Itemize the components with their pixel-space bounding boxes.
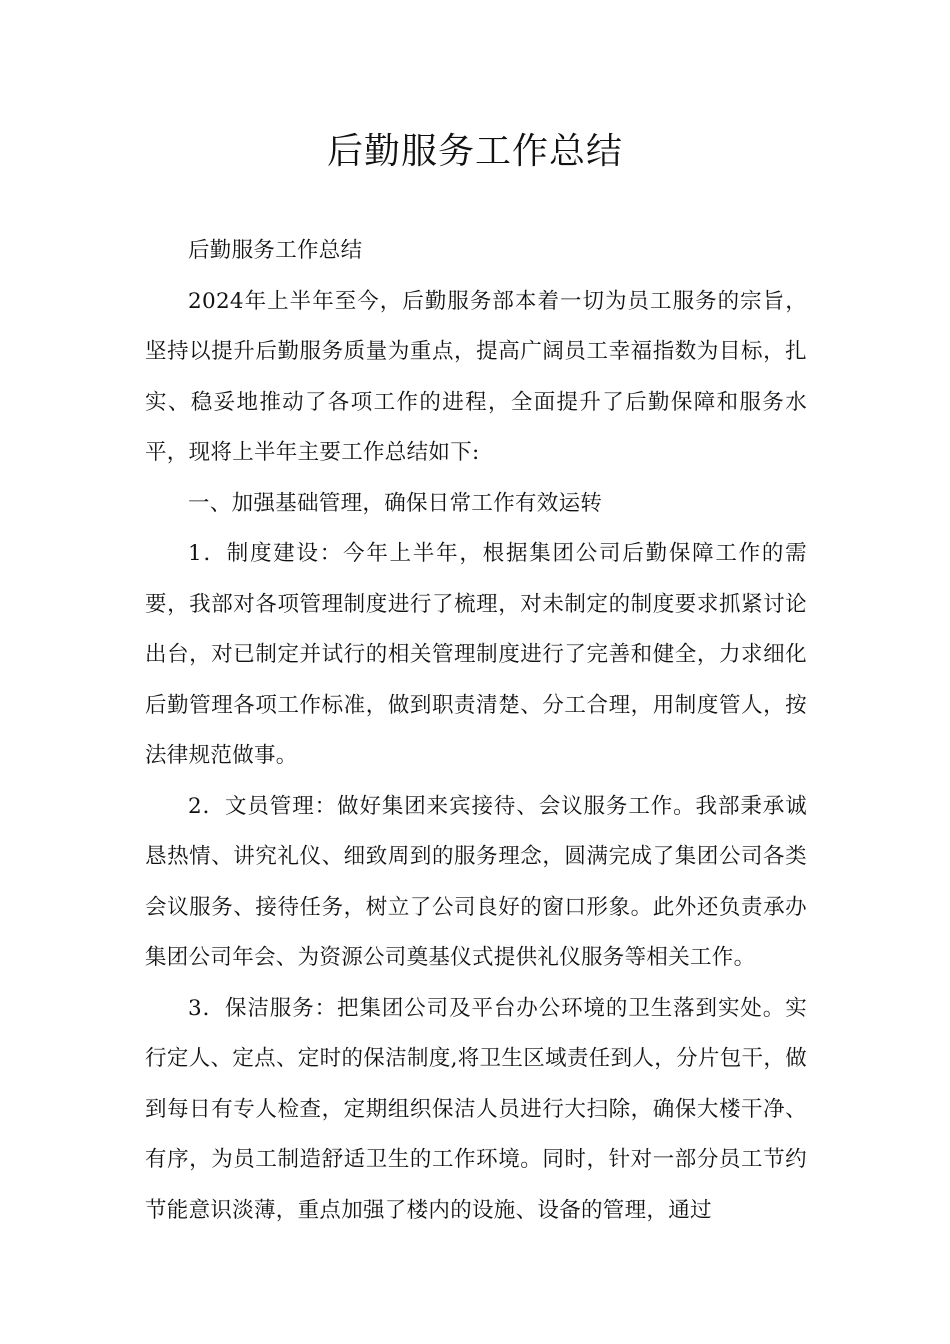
paragraph-system-building: 1．制度建设：今年上半年，根据集团公司后勤保障工作的需要，我部对各项管理制度进行了梳理，对未制定的制度要求抓紧讨论出台，对已制定并试行的相关管理制度进行了完善和健全，力求细化后勤管理各项工作标准，做到职责清楚、分工合理，用制度管人，按法律规范做事。 [145, 541, 807, 768]
paragraph-intro: 2024年上半年至今，后勤服务部本着一切为员工服务的宗旨，坚持以提升后勤服务质量为重点，提高广阔员工幸福指数为目标，扎实、稳妥地推动了各项工作的进程，全面提升了后勤保障和服务水平，现将上半年主要工作总结如下: [145, 288, 807, 465]
document-title: 后勤服务工作总结 [326, 131, 623, 172]
document-body [145, 226, 807, 1236]
paragraph-subtitle: 后勤服务工作总结 [188, 238, 363, 263]
paragraph-clerk-management: 2．文员管理：做好集团来宾接待、会议服务工作。我部秉承诚恳热情、讲究礼仪、细致周到的服务理念，圆满完成了集团公司各类会议服务、接待任务，树立了公司良好的窗口形象。此外还负责承办集团公司年会、为资源公司奠基仪式提供礼仪服务等相关工作。 [145, 793, 807, 970]
paragraph-cleaning-service: 3．保洁服务：把集团公司及平台办公环境的卫生落到实处。实行定人、定点、定时的保洁制度,将卫生区域责任到人，分片包干，做到每日有专人检查，定期组织保洁人员进行大扫除，确保大楼干净、有序，为员工制造舒适卫生的工作环境。同时，针对一部分员工节约节能意识淡薄，重点加强了楼内的设施、设备的管理，通过 [145, 995, 807, 1223]
section-heading: 一、加强基础管理，确保日常工作有效运转 [188, 490, 603, 516]
